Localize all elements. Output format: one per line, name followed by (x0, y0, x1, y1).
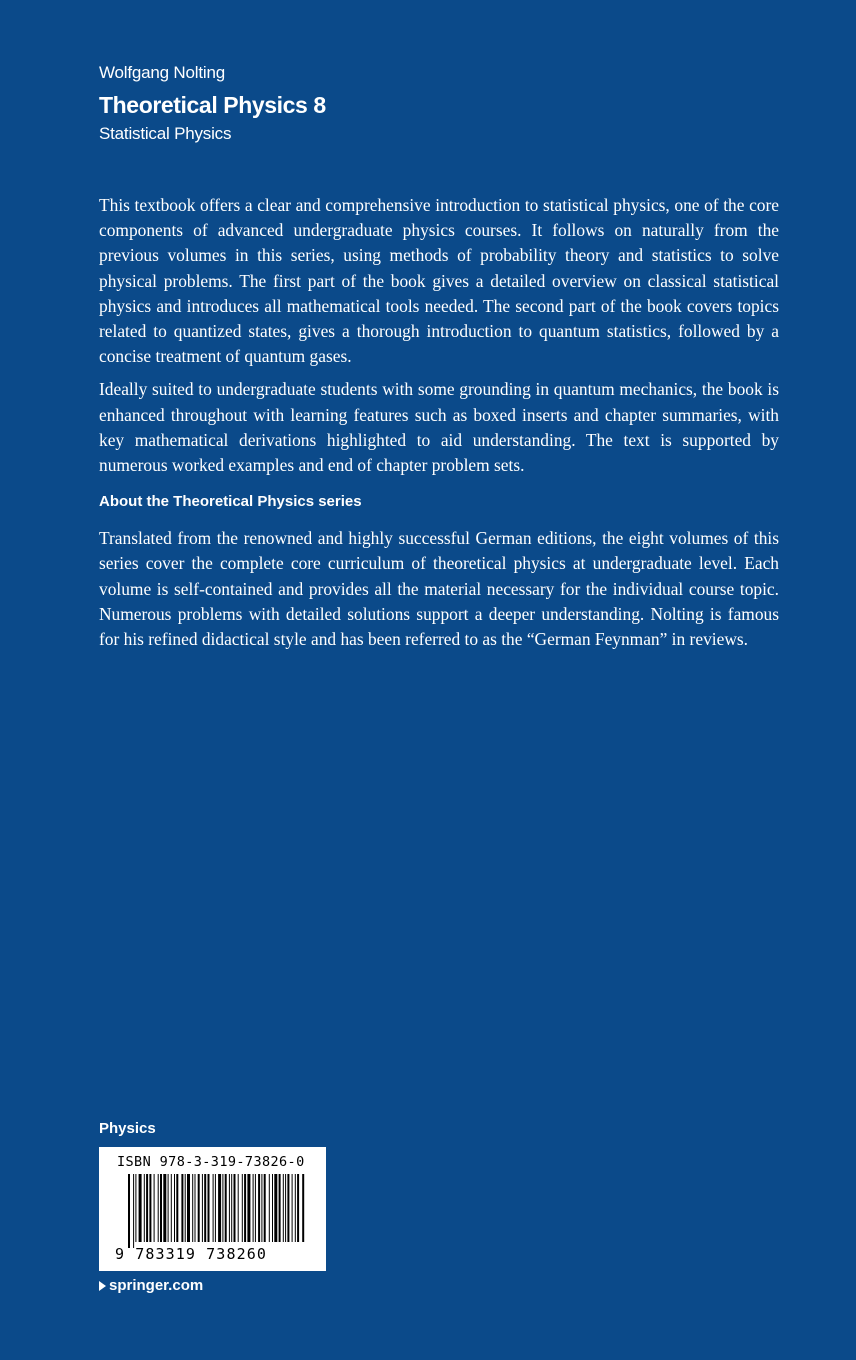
barcode-bar (160, 1174, 162, 1242)
barcode-bar (192, 1174, 193, 1242)
barcode-bar (229, 1174, 230, 1242)
barcode-bar (244, 1174, 246, 1242)
barcode-bar (176, 1174, 178, 1242)
barcode-bar (174, 1174, 175, 1242)
publisher-link[interactable] (99, 1276, 203, 1296)
barcode-bar (149, 1174, 151, 1242)
barcode-bar (302, 1174, 304, 1242)
barcode-bar (247, 1174, 250, 1242)
barcode-bar (242, 1174, 243, 1242)
barcode-bar (187, 1174, 190, 1242)
barcode-bar (168, 1174, 169, 1242)
barcode-bar (225, 1174, 227, 1242)
barcode-bar (154, 1174, 155, 1242)
barcode-bar (171, 1174, 172, 1242)
author-name: Wolfgang Nolting (99, 63, 225, 82)
barcode-bar (285, 1174, 286, 1242)
barcode-bar (234, 1174, 236, 1242)
book-description (99, 193, 779, 660)
barcode-bar (139, 1174, 142, 1242)
barcode-bar (238, 1174, 239, 1242)
barcode-bar (231, 1174, 232, 1242)
barcode-digits: 9 783319 738260 (115, 1245, 267, 1263)
barcode-bar (264, 1174, 266, 1242)
barcode-bar (215, 1174, 216, 1242)
series-heading: About the Theoretical Physics series (99, 493, 362, 511)
description-paragraph-1: This textbook offers a clear and comprehensive introduction to statistical physics, one of the core components of advanced undergraduate physics courses. It follows on naturally from the previous volumes in this series, using methods of probability theory and statistics to solve physical problems. The first part of the book gives a detailed overview on classical statistical physics and introduces all mathematical tools needed. The second part of the book covers topics related to quantized states, gives a thorough introduction to quantum statistics, followed by a concise treatment of quantum gases. (99, 195, 779, 367)
barcode-bar (158, 1174, 159, 1242)
barcode-bar (255, 1174, 256, 1242)
barcode-bar (144, 1174, 145, 1242)
barcode-bar (269, 1174, 270, 1242)
barcode-bar (185, 1174, 186, 1242)
subject-category: Physics (99, 1120, 156, 1137)
barcode-bar (295, 1174, 296, 1242)
cover-header (99, 62, 326, 145)
barcode-bar (146, 1174, 148, 1242)
barcode-bar (274, 1174, 277, 1242)
description-paragraph-2: Ideally suited to undergraduate students with some grounding in quantum mechanics, the book is enhanced throughout with learning features such as boxed inserts and chapter summaries, with key mathematical derivations highlighted to aid understanding. The text is supported by numerous worked examples and end of chapter problem sets. (99, 379, 779, 476)
barcode-bar (272, 1174, 273, 1242)
barcode-bar (163, 1174, 166, 1242)
barcode-bar (222, 1174, 223, 1242)
publisher-link-label: springer.com (109, 1277, 204, 1294)
barcode-bar (213, 1174, 214, 1242)
book-subtitle: Statistical Physics (99, 124, 232, 143)
barcode-bar (204, 1174, 206, 1242)
barcode-bar (292, 1174, 293, 1242)
barcode-bar (297, 1174, 299, 1242)
barcode-bar (287, 1174, 289, 1242)
barcode-bar (135, 1174, 136, 1242)
barcode-bar (261, 1174, 262, 1242)
series-paragraph: Translated from the renowned and highly successful German editions, the eight volumes of this series cover the complete core curriculum of theoretical physics at undergraduate level. Each volume is self-contained and provides all the material necessary for the individual course topic. Numerous problems with detailed solutions support a deeper understanding. Nolting is famous for his refined didactical style and has been referred to as the “German Feynman” in reviews. (99, 528, 779, 650)
arrow-right-icon (99, 1281, 106, 1291)
barcode-bar (279, 1174, 281, 1242)
barcode-bar (181, 1174, 183, 1242)
barcode-bar (195, 1174, 196, 1242)
isbn-label: ISBN 978-3-319-73826-0 (117, 1154, 305, 1170)
barcode-bar (128, 1174, 130, 1248)
isbn-barcode (99, 1147, 326, 1271)
barcode-bar (208, 1174, 210, 1242)
barcode-bar (202, 1174, 203, 1242)
barcode-bar (198, 1174, 200, 1242)
barcode-bar (218, 1174, 221, 1242)
barcode-bar (258, 1174, 260, 1242)
book-title: Theoretical Physics 8 (99, 92, 326, 118)
barcode-bar (253, 1174, 254, 1242)
barcode-bar (283, 1174, 284, 1242)
barcode-bar (133, 1174, 134, 1248)
